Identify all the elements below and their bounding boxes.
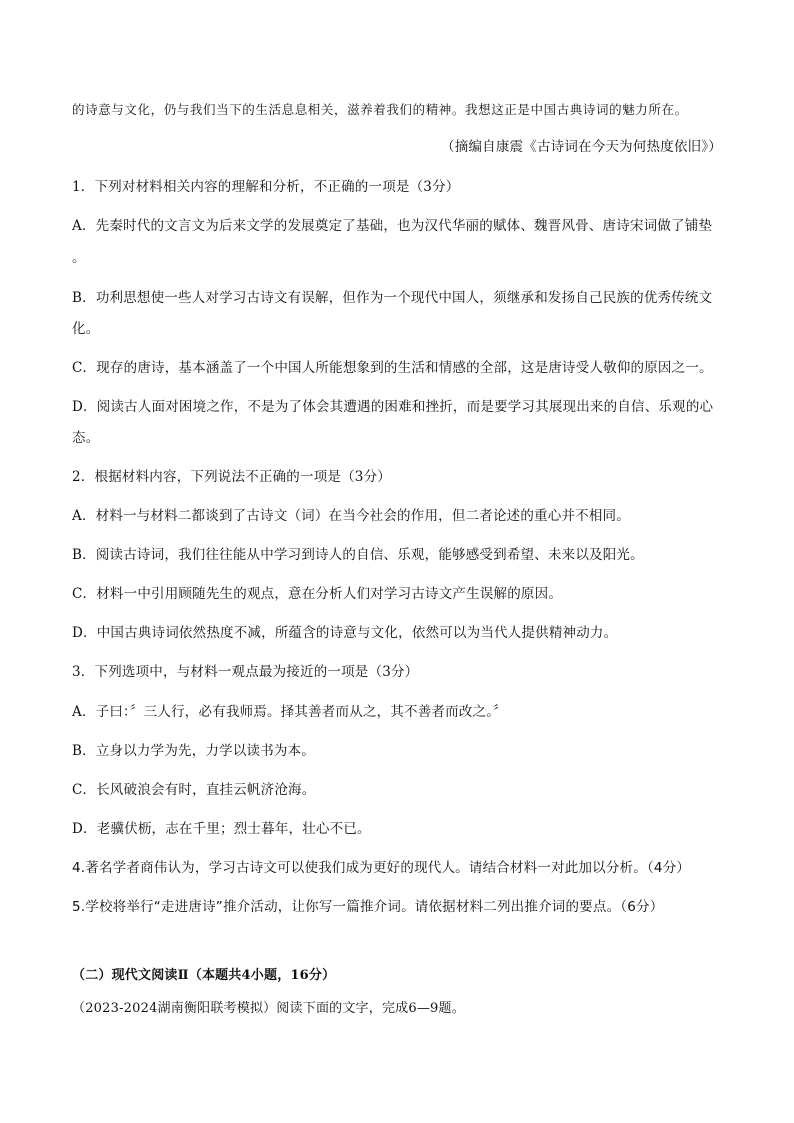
question-4: 4.著名学者商伟认为，学习古诗文可以使我们成为更好的现代人。请结合材料一对此加以分析。（4分） — [72, 860, 691, 876]
question-5: 5.学校将举行“走进唐诗”推介活动，让你写一篇推介词。请依据材料二列出推介词的要点。（6分） — [72, 899, 664, 915]
intro-paragraph-end: 的诗意与文化，仍与我们当下的生活息息相关，滋养着我们的精神。我想这正是中国古典诗词的魅力所在。 — [72, 102, 688, 117]
question-1-option-a: A．先秦时代的文言文为后来文学的发展奠定了基础，也为汉代华丽的赋体、魏晋风骨、唐诗宋词做了铺垫 — [72, 218, 713, 234]
question-3-option-b: B．立身以力学为先，力学以读书为本。 — [72, 743, 316, 759]
question-3-option-d: D．老骥伏枥，志在千里；烈士暮年，壮心不已。 — [72, 821, 371, 837]
question-3-option-c: C．长风破浪会有时，直挂云帆济沧海。 — [72, 782, 316, 798]
question-1-option-a-cont: 。 — [72, 250, 86, 266]
question-1-option-b: B．功利思想使一些人对学习古诗文有误解，但作为一个现代中国人，须继承和发扬自己民族的优秀传统文 — [72, 290, 713, 306]
question-2-option-d: D．中国古典诗词依然热度不减，所蕴含的诗意与文化，依然可以为当代人提供精神动力。 — [72, 625, 618, 641]
question-1-option-d-cont: 态。 — [72, 430, 100, 446]
question-1-option-c: C．现存的唐诗，基本涵盖了一个中国人所能想象到的生活和情感的全部，这是唐诗受人敬仰的原因之一。 — [72, 360, 713, 376]
question-2-option-c: C．材料一中引用顾随先生的观点，意在分析人们对学习古诗文产生误解的原因。 — [72, 586, 563, 602]
question-1-option-b-cont: 化。 — [72, 321, 100, 337]
question-1-option-d: D．阅读古人面对困境之作，不是为了体会其遭遇的困难和挫折，而是要学习其展现出来的自信、乐观的心 — [72, 399, 714, 415]
question-2-stem: 2．根据材料内容，下列说法不正确的一项是（3分） — [72, 469, 391, 485]
question-3-stem: 3．下列选项中，与材料一观点最为接近的一项是（3分） — [72, 664, 419, 680]
section-2-instruction: （2023-2024湖南衡阳联考模拟）阅读下面的文字，完成6—9题。 — [72, 1001, 465, 1016]
source-citation: （摘编自康震《古诗词在今天为何热度依旧》） — [441, 139, 722, 155]
section-2-heading: （二）现代文阅读Ⅱ（本题共4小题，16分） — [72, 968, 336, 983]
question-2-option-b: B．阅读古诗词，我们往往能从中学习到诗人的自信、乐观，能够感受到希望、未来以及阳光。 — [72, 547, 644, 563]
question-1-stem: 1．下列对材料相关内容的理解和分析，不正确的一项是（3分） — [72, 179, 460, 195]
question-2-option-a: A．材料一与材料二都谈到了古诗文（词）在当今社会的作用，但二者论述的重心并不相同。 — [72, 508, 630, 524]
question-3-option-a: A．子曰：〞三人行，必有我师焉。择其善者而从之，其不善者而改之。〞 — [72, 704, 507, 720]
